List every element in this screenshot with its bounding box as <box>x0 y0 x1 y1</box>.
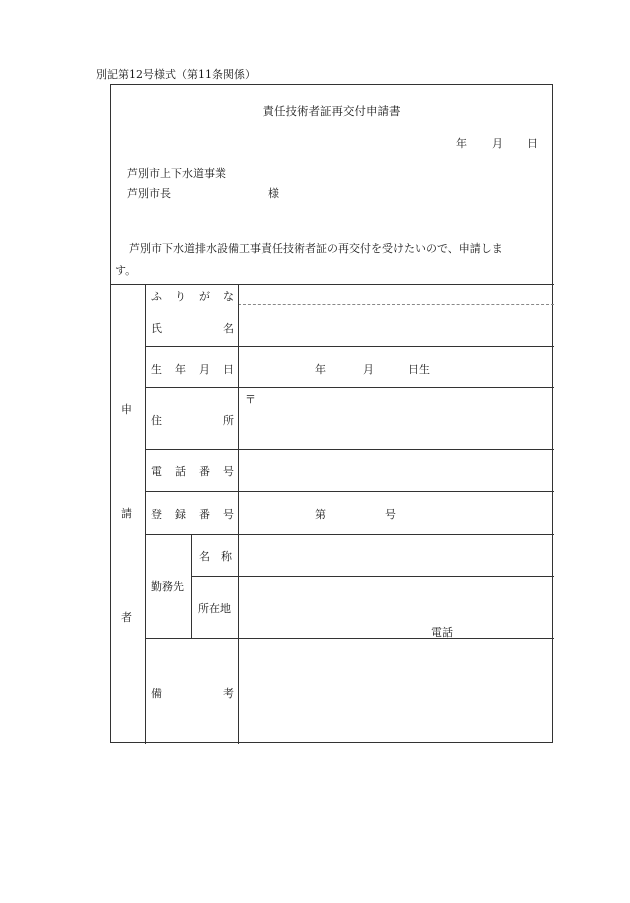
name-label: 氏 名 <box>151 322 234 335</box>
row-divider-address <box>145 449 554 450</box>
row-divider-birthdate <box>145 387 554 388</box>
row-divider-name <box>145 346 554 347</box>
birthdate-label: 生 年 月 日 <box>151 363 234 376</box>
date-year-label: 年 <box>456 137 467 150</box>
birthdate-day: 日生 <box>408 363 430 376</box>
workplace-sub-border <box>191 534 192 638</box>
form-number: 別記第12号様式（第11条関係） <box>96 68 256 81</box>
workplace-phone-label: 電話 <box>431 626 453 639</box>
remarks-label: 備 考 <box>151 687 234 700</box>
applicant-side-label-3: 者 <box>121 611 132 624</box>
statement-line-1: 芦別市下水道排水設備工事責任技術者証の再交付を受けたいので、申請しま <box>129 242 503 255</box>
furigana-divider <box>238 304 554 305</box>
furigana-label: ふ り が な <box>151 290 234 303</box>
registration-label: 登 録 番 号 <box>151 508 234 521</box>
registration-prefix: 第 <box>315 508 326 521</box>
row-divider-workplace <box>145 638 554 639</box>
table-top-border <box>111 284 554 285</box>
addressee-org: 芦別市上下水道事業 <box>127 167 226 180</box>
workplace-name-label: 名 称 <box>199 550 232 563</box>
application-form <box>110 84 553 743</box>
workplace-location-label: 所在地 <box>198 602 231 615</box>
addressee-honorific: 様 <box>268 187 279 200</box>
date-day-label: 日 <box>527 137 538 150</box>
phone-label: 電 話 番 号 <box>151 465 234 478</box>
row-divider-registration <box>145 534 554 535</box>
birthdate-month: 月 <box>363 363 374 376</box>
row-divider-phone <box>145 491 554 492</box>
statement-line-2: す。 <box>115 264 137 277</box>
address-label: 住 所 <box>151 414 234 427</box>
registration-suffix: 号 <box>385 508 396 521</box>
applicant-side-label-1: 申 <box>121 403 132 416</box>
workplace-label: 勤務先 <box>151 580 184 593</box>
applicant-side-label-2: 請 <box>121 507 132 520</box>
form-title: 責任技術者証再交付申請書 <box>262 104 401 118</box>
row-divider-workplace-name <box>191 576 554 577</box>
postal-mark: 〒 <box>245 393 256 406</box>
side-column-border <box>145 284 146 744</box>
label-column-border <box>238 284 239 744</box>
addressee-mayor: 芦別市長 <box>127 187 171 200</box>
birthdate-year: 年 <box>315 363 326 376</box>
date-month-label: 月 <box>492 137 503 150</box>
